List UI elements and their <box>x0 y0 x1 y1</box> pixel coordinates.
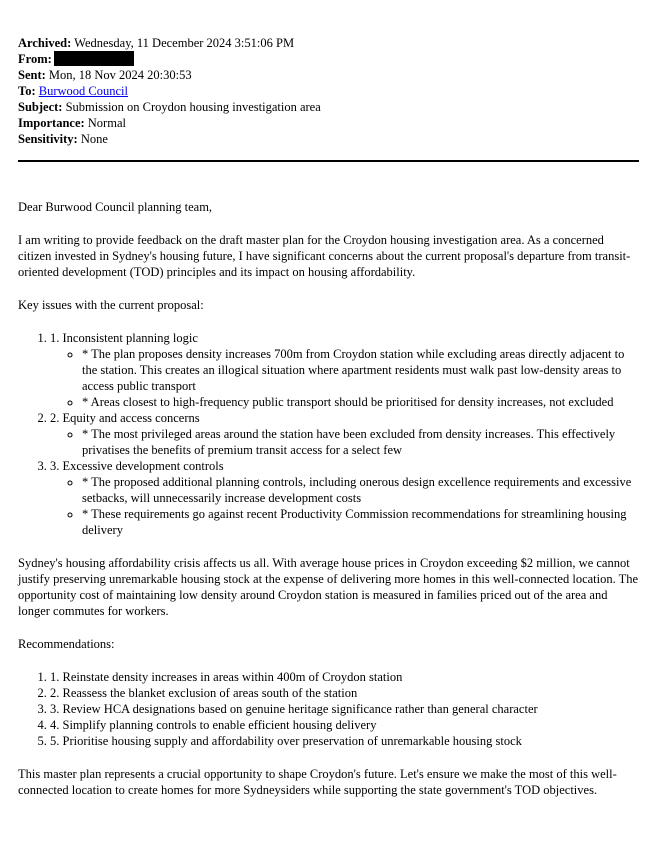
issue-point: ◦ * The plan proposes density increases 700m from Croydon station while excluding areas directly adjacent to the station. This creates an illogical situation where apartment residents must walk past low-density areas to access public transport <box>82 346 639 394</box>
closing-paragraph: This master plan represents a crucial opportunity to shape Croydon's future. Let's ensure we make the most of this well-connected location to create homes for more Sydneysiders while supporting the state government's TOD objectives. <box>18 767 617 797</box>
issue-points <box>50 474 639 538</box>
subject-label: Subject: <box>18 100 63 114</box>
subject-line <box>18 99 639 115</box>
redacted-sender <box>54 51 134 66</box>
key-issues-heading: Key issues with the current proposal: <box>18 298 204 312</box>
intro-paragraph: I am writing to provide feedback on the draft master plan for the Croydon housing investigation area. As a concerned citizen invested in Sydney's housing future, I have significant concerns about the current proposal's departure from transit-oriented development (TOD) principles and its impact on housing affordability. <box>18 233 631 279</box>
issue-points <box>50 346 639 410</box>
recommendation-item: 1. 1. Reinstate density increases in areas within 400m of Croydon station <box>50 669 639 685</box>
sent-label: Sent: <box>18 68 46 82</box>
email-body <box>18 199 639 798</box>
recommendation-item: 5. 5. Prioritise housing supply and affordability over preservation of unremarkable housing stock <box>50 733 639 749</box>
sent-value: Mon, 18 Nov 2024 20:30:53 <box>48 68 192 82</box>
issue-point: ◦ * Areas closest to high-frequency public transport should be prioritised for density increases, not excluded <box>82 394 639 410</box>
sensitivity-value: None <box>80 132 108 146</box>
issue-title: 2. Equity and access concerns <box>50 411 200 425</box>
archived-line <box>18 35 639 51</box>
recommendation-item: 3. 3. Review HCA designations based on genuine heritage significance rather than general character <box>50 701 639 717</box>
archived-label: Archived: <box>18 36 72 50</box>
to-recipient-link[interactable]: Burwood Council <box>38 84 128 98</box>
recommendation-item: 2. 2. Reassess the blanket exclusion of areas south of the station <box>50 685 639 701</box>
issue-points <box>50 426 639 458</box>
affordability-paragraph: Sydney's housing affordability crisis affects us all. With average house prices in Croydon exceeding $2 million, we cannot justify preserving unremarkable housing stock at the expense of delivering more homes in this well-connected location. The opportunity cost of maintaining low density around Croydon station is measured in families priced out of the area and longer commutes for workers. <box>18 556 639 618</box>
importance-label: Importance: <box>18 116 85 130</box>
archived-value: Wednesday, 11 December 2024 3:51:06 PM <box>74 36 295 50</box>
issue-item <box>50 458 639 538</box>
issue-title: 3. Excessive development controls <box>50 459 224 473</box>
importance-value: Normal <box>87 116 126 130</box>
subject-value: Submission on Croydon housing investigation area <box>65 100 321 114</box>
issues-list <box>18 330 639 538</box>
importance-line <box>18 115 639 131</box>
greeting: Dear Burwood Council planning team, <box>18 200 213 214</box>
issue-title: 1. Inconsistent planning logic <box>50 331 198 345</box>
to-label: To: <box>18 84 36 98</box>
sensitivity-line <box>18 131 639 147</box>
recommendation-item: 4. 4. Simplify planning controls to enable efficient housing delivery <box>50 717 639 733</box>
from-label: From: <box>18 52 52 66</box>
header-divider <box>18 160 639 162</box>
issue-point: ◦ * The proposed additional planning controls, including onerous design excellence requirements and excessive setbacks, will unnecessarily increase development costs <box>82 474 639 506</box>
recommendations-heading: Recommendations: <box>18 637 115 651</box>
issue-item <box>50 330 639 410</box>
sent-line <box>18 67 639 83</box>
recommendations-list <box>18 669 639 749</box>
email-header <box>18 35 639 147</box>
issue-point: ◦ * These requirements go against recent Productivity Commission recommendations for streamlining housing delivery <box>82 506 639 538</box>
to-line <box>18 83 639 99</box>
issue-item <box>50 410 639 458</box>
issue-point: ◦ * The most privileged areas around the station have been excluded from density increases. This effectively privatises the benefits of premium transit access for a select few <box>82 426 639 458</box>
from-line <box>18 51 639 67</box>
sensitivity-label: Sensitivity: <box>18 132 78 146</box>
